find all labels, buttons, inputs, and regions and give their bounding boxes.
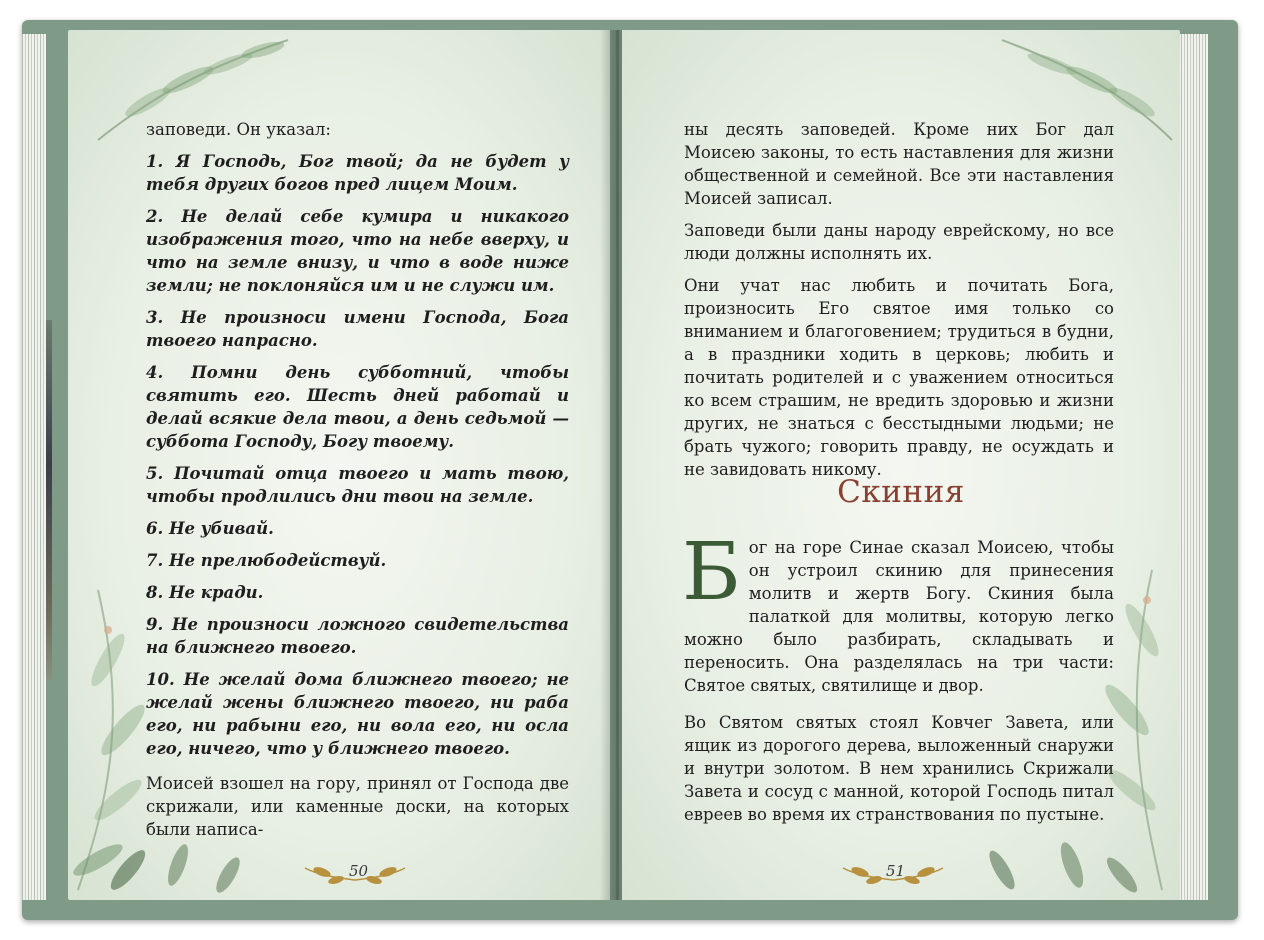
right-page	[622, 30, 1180, 900]
left-page	[68, 30, 610, 900]
paragraph: Заповеди были даны народу еврейскому, но все люди должны исполнять их.	[684, 221, 1114, 263]
commandment-9: 9. Не произноси ложного свидетельства на ближнего твоего.	[146, 615, 569, 657]
section-paragraph: Во Святом святых стоял Ковчег Завета, или ящик из дорогого дерева, выложенный снаружи и внутри золотом. В нем хранились Скрижали Завета и сосуд с манной, которой Господь питал евреев во время их странствования по пустыне.	[684, 713, 1114, 824]
section-paragraph	[682, 525, 1114, 697]
commandment-3: 3. Не произноси имени Господа, Бога твоего напрасно.	[146, 308, 569, 350]
page-edges-right	[1176, 34, 1208, 900]
paragraph: Они учат нас любить и почитать Бога, произносить Его святое имя только со вниманием и благоговением; трудиться в будни, а в праздники ходить в церковь; любить и почитать родителей и с уважением относиться ко всем страшим, не вредить здоровью и жизни других, не знаться с бесстыдными людьми; не брать чужого; говорить правду, не осуждать и не завидовать никому.	[684, 276, 1114, 479]
intro-line: заповеди. Он указал:	[146, 120, 331, 139]
closing-paragraph: Моисей взошел на гору, принял от Господа две скрижали, или каменные доски, на которых были написа-	[146, 774, 569, 839]
left-page-closing	[146, 772, 569, 850]
page-number-right: 51	[886, 862, 906, 880]
commandment-2: 2. Не делай себе кумира и никакого изображения того, что на небе вверху, и что на земле внизу, и что в воде ниже земли; не поклоняйся им и не служи им.	[146, 207, 569, 295]
left-page-text	[146, 118, 569, 769]
commandment-5: 5. Почитай отца твоего и мать твою, чтобы продлились дни твои на земле.	[146, 464, 569, 506]
commandment-7: 7. Не прелюбодействуй.	[146, 551, 387, 570]
commandment-8: 8. Не кради.	[146, 583, 264, 602]
right-page-text	[684, 118, 1114, 490]
commandment-6: 6. Не убивай.	[146, 519, 274, 538]
drop-cap: Б	[682, 525, 741, 618]
commandment-4: 4. Помни день субботний, чтобы святить его. Шесть дней работай и делай всякие дела твои, а день седьмой — суббота Господу, Богу твоему.	[146, 363, 569, 451]
section-text	[682, 525, 1114, 835]
page-number-left: 50	[349, 862, 369, 880]
commandment-10: 10. Не желай дома ближнего твоего; не желай жены ближнего твоего, ни раба его, ни рабыни его, ни вола его, ни осла его, ничего, что у ближнего твоего.	[146, 670, 569, 758]
commandment-1: 1. Я Господь, Бог твой; да не будет у тебя других богов пред лицем Моим.	[146, 152, 569, 194]
section-first-text: ог на горе Синае сказал Моисею, чтобы он устроил скинию для принесения молитв и жертв Богу. Скиния была палаткой для молитвы, которую легко можно было разбирать, складывать и переносить. Она разделялась на три части: Святое святых, святилище и двор.	[684, 538, 1114, 695]
section-heading: Скиния	[837, 474, 965, 510]
paragraph: ны десять заповедей. Кроме них Бог дал Моисею законы, то есть наставления для жизни общественной и семейной. Все эти наставления Моисей записал.	[684, 120, 1114, 208]
page-edges-left	[22, 34, 46, 900]
